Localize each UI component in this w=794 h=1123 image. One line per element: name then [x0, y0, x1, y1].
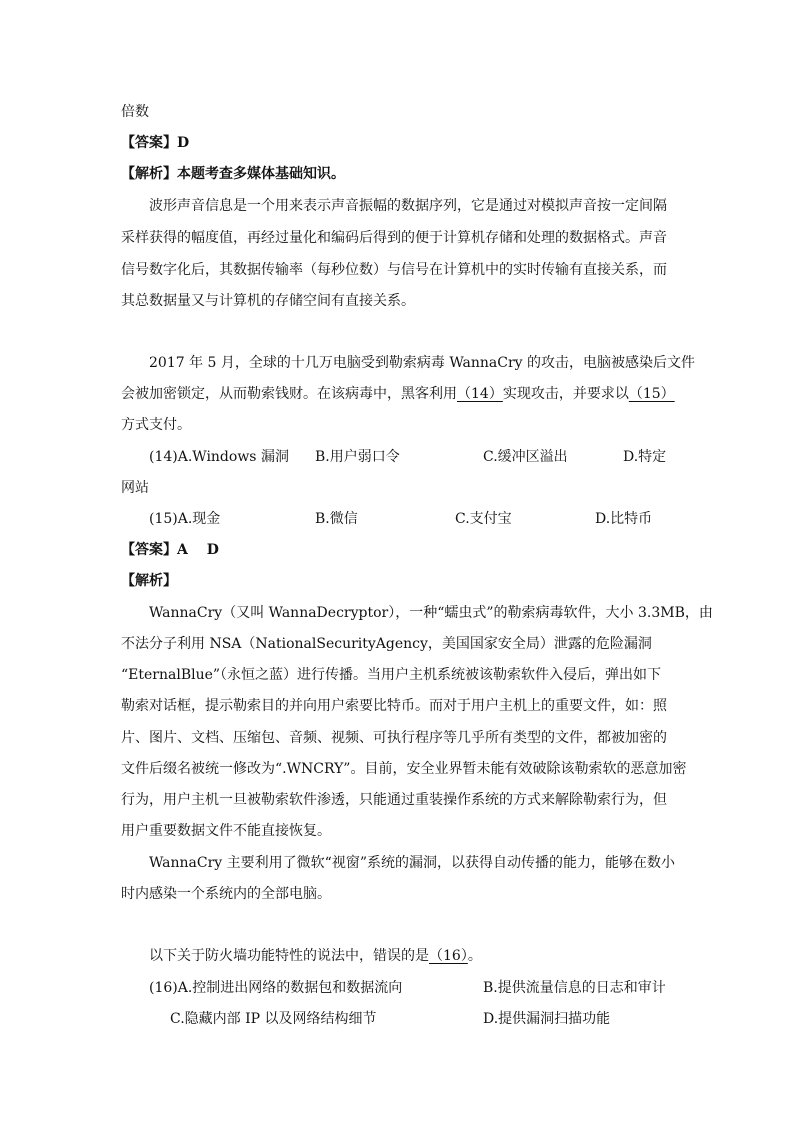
q15-option-d: D.比特币 [595, 511, 653, 527]
q14-15-explanation-line-5: 片、图片、文档、压缩包、音频、视频、可执行程序等几乎所有类型的文件，都被加密的 [121, 730, 667, 746]
q14-15-stem-line-2 [121, 384, 675, 404]
q16-option-b: B.提供流量信息的日志和审计 [483, 980, 666, 996]
q13-explanation-line-3: 信号数字化后，其数据传输率（每秒位数）与信号在计算机中的实时传输有直接关系，而 [121, 262, 667, 278]
q14-15-explanation-line-1: WannaCry（又叫 WannaDecryptor），一种“蠕虫式”的勒索病毒软件，大小 3.3MB，由 [149, 605, 713, 621]
q14-15-explanation-line-7: 行为，用户主机一旦被勒索软件渗透，只能通过重装操作系统的方式来解除勒索行为，但 [121, 792, 667, 808]
q16-option-c: C.隐藏内部 IP 以及网络结构细节 [170, 1011, 377, 1027]
q13-answer-label: 【答案】 [121, 135, 177, 151]
q14-15-explanation-line-2: 不法分子利用 NSA（NationalSecurityAgency，美国国家安全局）泄露的危险漏洞 [121, 636, 652, 652]
blank-16: （16） [429, 948, 468, 964]
q14-15-explanation-line-8: 用户重要数据文件不能直接恢复。 [121, 823, 331, 839]
q14-option-a: (14)A.Windows 漏洞 [149, 449, 289, 465]
q14-15-analysis-label: 【解析】 [121, 573, 177, 589]
q14-15-answer [121, 540, 219, 560]
q14-15-answer-label: 【答案】 [121, 542, 177, 558]
q14-15-explanation-line-3: “EternalBlue”（永恒之蓝）进行传播。当用户主机系统被该勒索软件入侵后，弹出如下 [121, 667, 662, 683]
q16-option-a: (16)A.控制进出网络的数据包和数据流向 [149, 980, 403, 996]
q14-15-stem-line-1: 2017 年 5 月，全球的十几万电脑受到勒索病毒 WannaCry 的攻击，电脑被感染后文件 [149, 355, 695, 371]
q14-15-explanation2-line-1: WannaCry 主要利用了微软“视窗”系统的漏洞，以获得自动传播的能力，能够在数小 [149, 855, 675, 871]
q15-option-b: B.微信 [315, 511, 358, 527]
q13-analysis-label: 【解析】 [121, 166, 177, 182]
q14-15-explanation2-line-2: 时内感染一个系统内的全部电脑。 [121, 886, 331, 902]
q14-option-d: D.特定 [623, 449, 667, 465]
q14-15-stem-line-3: 方式支付。 [121, 417, 191, 433]
q13-tail-text: 倍数 [121, 104, 149, 120]
q14-option-c: C.缓冲区溢出 [483, 449, 568, 465]
q14-15-stem-line-2-pre: 会被加密锁定，从而勒索钱财。在该病毒中，黑客利用 [121, 386, 457, 402]
q13-answer-value: D [177, 135, 190, 151]
blank-14: （14） [457, 386, 503, 402]
q14-option-b: B.用户弱口令 [315, 449, 400, 465]
q16-stem [149, 946, 482, 966]
q15-option-a: (15)A.现金 [149, 511, 221, 527]
q14-option-d-wrap: 网站 [121, 480, 149, 496]
q13-explanation-line-1: 波形声音信息是一个用来表示声音振幅的数据序列，它是通过对模拟声音按一定间隔 [149, 198, 667, 214]
q14-15-answer-value: A D [177, 542, 219, 558]
q14-15-stem-line-2-mid: 实现攻击，并要求以 [502, 386, 629, 402]
q14-15-explanation-line-4: 勒索对话框，提示勒索目的并向用户索要比特币。而对于用户主机上的重要文件，如：照 [121, 698, 667, 714]
q14-15-explanation-line-6: 文件后缀名被统一修改为“.WNCRY”。目前，安全业界暂未能有效破除该勒索软的恶意加密 [121, 761, 687, 777]
blank-15: （15） [628, 386, 675, 402]
q13-analysis-text: 本题考查多媒体基础知识。 [177, 166, 345, 182]
q13-explanation-line-4: 其总数据量又与计算机的存储空间有直接关系。 [121, 293, 415, 309]
q16-stem-post: 。 [467, 948, 482, 964]
q16-option-d: D.提供漏洞扫描功能 [483, 1011, 611, 1027]
q15-option-c: C.支付宝 [455, 511, 512, 527]
q13-analysis [121, 164, 345, 184]
q16-stem-pre: 以下关于防火墙功能特性的说法中，错误的是 [149, 948, 429, 964]
q13-answer [121, 133, 189, 153]
q13-explanation-line-2: 采样获得的幅度值，再经过量化和编码后得到的便于计算机存储和处理的数据格式。声音 [121, 230, 667, 246]
